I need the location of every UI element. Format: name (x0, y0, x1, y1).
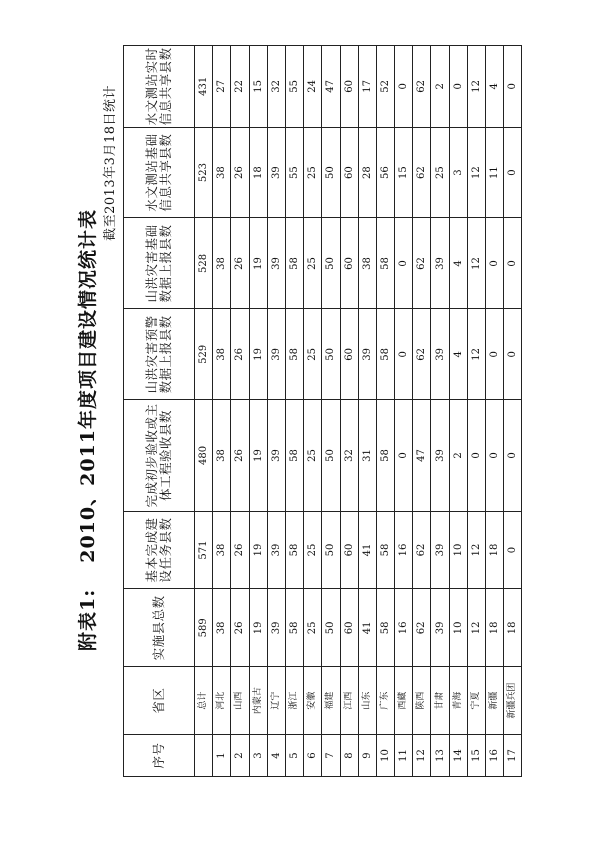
cell-basic-data-reported: 0 (486, 218, 504, 309)
cell-basic-completed: 60 (340, 511, 358, 589)
table-row (249, 46, 267, 777)
header-province: 省区 (124, 667, 195, 735)
header-basic-data-reported: 山洪灾害基础数据上报县数 (124, 218, 195, 309)
cell-hydro-realtime-shared: 47 (322, 46, 340, 128)
table-row (358, 46, 376, 777)
cell-hydro-basic-shared: 62 (413, 127, 431, 218)
cell-province: 河北 (213, 667, 231, 735)
table-row (304, 46, 322, 777)
cell-province: 陕西 (413, 667, 431, 735)
cell-preliminary-accepted: 0 (504, 400, 522, 511)
cell-total-counties: 16 (395, 589, 413, 667)
cell-preliminary-accepted: 26 (231, 400, 249, 511)
cell-hydro-realtime-shared: 4 (486, 46, 504, 128)
cell-basic-data-reported: 26 (231, 218, 249, 309)
header-hydro-basic-shared: 水文测站基础信息共享县数 (124, 127, 195, 218)
cell-province: 内蒙古 (249, 667, 267, 735)
cell-total-counties: 10 (449, 589, 467, 667)
header-index: 序号 (124, 735, 195, 777)
cell-index: 11 (395, 735, 413, 777)
cell-index: 6 (304, 735, 322, 777)
cell-hydro-basic-shared: 56 (376, 127, 394, 218)
cell-total-counties: 58 (285, 589, 303, 667)
cell-preliminary-accepted: 47 (413, 400, 431, 511)
cell-basic-data-reported: 39 (431, 218, 449, 309)
cell-province: 西藏 (395, 667, 413, 735)
cell-index: 13 (431, 735, 449, 777)
cell-basic-data-reported: 60 (340, 218, 358, 309)
table-row (504, 46, 522, 777)
cell-preliminary-accepted: 0 (467, 400, 485, 511)
cell-hydro-basic-shared: 0 (504, 127, 522, 218)
cell-warning-reported: 25 (304, 309, 322, 400)
cell-preliminary-accepted: 2 (449, 400, 467, 511)
table-row (486, 46, 504, 777)
cell-preliminary-accepted: 32 (340, 400, 358, 511)
title-text: 2010、2011年度项目建设情况统计表 (77, 209, 99, 563)
cell-basic-data-reported: 0 (504, 218, 522, 309)
cell-hydro-realtime-shared: 62 (413, 46, 431, 128)
cell-index: 7 (322, 735, 340, 777)
cell-preliminary-accepted: 50 (322, 400, 340, 511)
table-body (195, 46, 522, 777)
cell-province: 安徽 (304, 667, 322, 735)
cell-basic-data-reported: 19 (249, 218, 267, 309)
cell-warning-reported: 39 (358, 309, 376, 400)
cell-province: 江西 (340, 667, 358, 735)
cell-hydro-basic-shared: 3 (449, 127, 467, 218)
cell-warning-reported: 4 (449, 309, 467, 400)
cell-hydro-realtime-shared: 27 (213, 46, 231, 128)
cell-basic-completed: 38 (213, 511, 231, 589)
table-row (467, 46, 485, 777)
cell-basic-completed: 19 (249, 511, 267, 589)
cell-warning-reported: 19 (249, 309, 267, 400)
cell-preliminary-accepted: 39 (267, 400, 285, 511)
table-row (449, 46, 467, 777)
cell-total-counties: 19 (249, 589, 267, 667)
cell-basic-completed: 62 (413, 511, 431, 589)
cell-hydro-basic-shared: 39 (267, 127, 285, 218)
cell-warning-reported: 39 (267, 309, 285, 400)
cell-province: 山东 (358, 667, 376, 735)
cell-basic-completed: 58 (285, 511, 303, 589)
cell-province: 福建 (322, 667, 340, 735)
table-row (267, 46, 285, 777)
cell-total-counties: 58 (376, 589, 394, 667)
cell-basic-data-reported: 58 (285, 218, 303, 309)
cell-basic-data-reported: 38 (213, 218, 231, 309)
cell-warning-reported: 62 (413, 309, 431, 400)
cell-hydro-realtime-shared: 0 (504, 46, 522, 128)
cell-preliminary-accepted: 38 (213, 400, 231, 511)
cell-hydro-realtime-shared: 32 (267, 46, 285, 128)
cell-basic-completed: 18 (486, 511, 504, 589)
cell-index: 4 (267, 735, 285, 777)
cell-total-counties: 589 (195, 589, 213, 667)
cell-total-counties: 26 (231, 589, 249, 667)
cell-total-counties: 41 (358, 589, 376, 667)
cell-basic-completed: 41 (358, 511, 376, 589)
cell-hydro-basic-shared: 18 (249, 127, 267, 218)
cell-warning-reported: 38 (213, 309, 231, 400)
cell-preliminary-accepted: 0 (395, 400, 413, 511)
cell-basic-data-reported: 25 (304, 218, 322, 309)
cell-hydro-basic-shared: 25 (304, 127, 322, 218)
cell-province: 青海 (449, 667, 467, 735)
cell-warning-reported: 58 (376, 309, 394, 400)
title-prefix: 附表1: (77, 588, 99, 651)
table-row (340, 46, 358, 777)
cell-index: 9 (358, 735, 376, 777)
header-preliminary-accepted: 完成初步验收或主体工程验收县数 (124, 400, 195, 511)
cell-province: 新疆兵团 (504, 667, 522, 735)
cell-hydro-realtime-shared: 12 (467, 46, 485, 128)
table-title (73, 45, 100, 815)
cell-hydro-realtime-shared: 60 (340, 46, 358, 128)
cell-basic-completed: 0 (504, 511, 522, 589)
cell-basic-data-reported: 58 (376, 218, 394, 309)
cell-basic-data-reported: 62 (413, 218, 431, 309)
cell-preliminary-accepted: 39 (431, 400, 449, 511)
cell-basic-data-reported: 50 (322, 218, 340, 309)
cell-hydro-basic-shared: 523 (195, 127, 213, 218)
cell-hydro-basic-shared: 26 (231, 127, 249, 218)
cell-province: 总计 (195, 667, 213, 735)
header-total-counties: 实施县总数 (124, 589, 195, 667)
cell-hydro-realtime-shared: 17 (358, 46, 376, 128)
cell-total-counties: 50 (322, 589, 340, 667)
cell-hydro-realtime-shared: 15 (249, 46, 267, 128)
cell-total-counties: 12 (467, 589, 485, 667)
cell-hydro-realtime-shared: 0 (395, 46, 413, 128)
cell-basic-data-reported: 12 (467, 218, 485, 309)
cell-total-counties: 39 (431, 589, 449, 667)
cell-basic-completed: 58 (376, 511, 394, 589)
cell-basic-data-reported: 0 (395, 218, 413, 309)
table-row (231, 46, 249, 777)
cell-basic-data-reported: 4 (449, 218, 467, 309)
cell-total-counties: 62 (413, 589, 431, 667)
cell-basic-completed: 16 (395, 511, 413, 589)
table-row (213, 46, 231, 777)
cell-warning-reported: 12 (467, 309, 485, 400)
cell-basic-completed: 39 (431, 511, 449, 589)
cell-total-counties: 38 (213, 589, 231, 667)
cell-warning-reported: 0 (504, 309, 522, 400)
cell-province: 山西 (231, 667, 249, 735)
cell-warning-reported: 60 (340, 309, 358, 400)
cell-hydro-basic-shared: 11 (486, 127, 504, 218)
cell-index: 15 (467, 735, 485, 777)
cell-warning-reported: 39 (431, 309, 449, 400)
cell-basic-completed: 10 (449, 511, 467, 589)
cell-index: 12 (413, 735, 431, 777)
cell-hydro-basic-shared: 60 (340, 127, 358, 218)
cell-hydro-basic-shared: 12 (467, 127, 485, 218)
cell-hydro-basic-shared: 28 (358, 127, 376, 218)
cell-basic-completed: 25 (304, 511, 322, 589)
cell-province: 宁夏 (467, 667, 485, 735)
cell-warning-reported: 0 (395, 309, 413, 400)
cell-hydro-basic-shared: 38 (213, 127, 231, 218)
cell-warning-reported: 0 (486, 309, 504, 400)
cell-index: 8 (340, 735, 358, 777)
cell-index: 2 (231, 735, 249, 777)
cell-hydro-realtime-shared: 0 (449, 46, 467, 128)
cell-province: 浙江 (285, 667, 303, 735)
cell-index: 5 (285, 735, 303, 777)
table-row (413, 46, 431, 777)
cell-preliminary-accepted: 0 (486, 400, 504, 511)
table-row (285, 46, 303, 777)
header-warning-reported: 山洪灾害预警数据上报县数 (124, 309, 195, 400)
total-row (195, 46, 213, 777)
cell-total-counties: 60 (340, 589, 358, 667)
cell-index: 10 (376, 735, 394, 777)
cell-preliminary-accepted: 19 (249, 400, 267, 511)
cell-hydro-basic-shared: 25 (431, 127, 449, 218)
cell-preliminary-accepted: 31 (358, 400, 376, 511)
cell-basic-completed: 12 (467, 511, 485, 589)
table-row (376, 46, 394, 777)
cell-index: 17 (504, 735, 522, 777)
cell-basic-data-reported: 39 (267, 218, 285, 309)
cell-basic-data-reported: 38 (358, 218, 376, 309)
header-basic-completed: 基本完成建设任务县数 (124, 511, 195, 589)
cell-preliminary-accepted: 25 (304, 400, 322, 511)
cell-index: 1 (213, 735, 231, 777)
cell-province: 辽宁 (267, 667, 285, 735)
cell-hydro-realtime-shared: 52 (376, 46, 394, 128)
cell-province: 广东 (376, 667, 394, 735)
cell-hydro-basic-shared: 50 (322, 127, 340, 218)
cell-total-counties: 18 (504, 589, 522, 667)
cell-province: 甘肃 (431, 667, 449, 735)
cell-hydro-realtime-shared: 431 (195, 46, 213, 128)
table-row (431, 46, 449, 777)
header-row (124, 46, 195, 777)
stat-date: 截至2013年3月18日统计 (103, 85, 118, 241)
table-row (395, 46, 413, 777)
rotated-page (65, 45, 535, 815)
table-row (322, 46, 340, 777)
cell-index: 16 (486, 735, 504, 777)
cell-index: 14 (449, 735, 467, 777)
cell-warning-reported: 50 (322, 309, 340, 400)
cell-warning-reported: 529 (195, 309, 213, 400)
cell-index (195, 735, 213, 777)
cell-warning-reported: 26 (231, 309, 249, 400)
cell-total-counties: 39 (267, 589, 285, 667)
cell-total-counties: 18 (486, 589, 504, 667)
cell-warning-reported: 58 (285, 309, 303, 400)
cell-province: 新疆 (486, 667, 504, 735)
header-hydro-realtime-shared: 水文测站实时信息共享县数 (124, 46, 195, 128)
cell-hydro-realtime-shared: 22 (231, 46, 249, 128)
cell-basic-completed: 39 (267, 511, 285, 589)
cell-preliminary-accepted: 58 (285, 400, 303, 511)
cell-basic-completed: 26 (231, 511, 249, 589)
cell-preliminary-accepted: 480 (195, 400, 213, 511)
cell-hydro-basic-shared: 55 (285, 127, 303, 218)
cell-index: 3 (249, 735, 267, 777)
cell-basic-completed: 571 (195, 511, 213, 589)
cell-hydro-basic-shared: 15 (395, 127, 413, 218)
cell-preliminary-accepted: 58 (376, 400, 394, 511)
cell-basic-data-reported: 528 (195, 218, 213, 309)
cell-total-counties: 25 (304, 589, 322, 667)
cell-basic-completed: 50 (322, 511, 340, 589)
statistics-table (123, 45, 522, 777)
cell-hydro-realtime-shared: 55 (285, 46, 303, 128)
cell-hydro-realtime-shared: 2 (431, 46, 449, 128)
cell-hydro-realtime-shared: 24 (304, 46, 322, 128)
